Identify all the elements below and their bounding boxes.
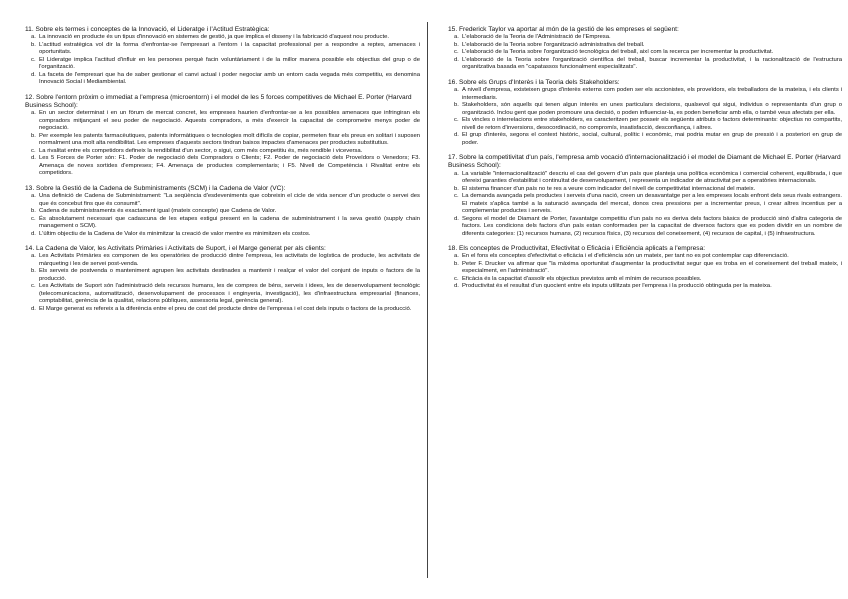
question-title: 18. Els conceptes de Productivitat, Efectivitat o Eficàcia i Eficiència aplicats a l'empresa: [448,245,706,253]
answer-option [25,42,420,57]
option-text: Els serveis de postvenda o manteniment agrupen les activitats destinades a mantenir i realçar el valor del conjunt de inputs o factors de la producció. [39,268,420,282]
answer-option [448,283,842,291]
question-title: 12. Sobre l'entorn pròxim o immediat a l'empresa (microentorn) i el model de les 5 forces competitives de Michael E. Porter (Harvard Business School): [25,93,412,110]
question-block [448,154,842,238]
answer-option [448,34,842,42]
right-column [448,26,842,298]
option-letter: b. [454,41,459,48]
answer-option [25,110,420,133]
answer-option [25,283,420,306]
answer-option [25,231,420,239]
answer-option [448,117,842,132]
column-divider [427,22,428,578]
option-letter: a. [454,87,459,94]
option-letter: c. [454,193,459,200]
option-text: La innovació en producte és un tipus d'innovació en sistemes de gestió, ja que implica el disseny i la fabricació d'aquest nou producte. [39,34,390,41]
option-text: El grup d'interès, segons el context històric, social, cultural, polític i econòmic, mai podria mutar en grup de pressió i a posteriori en grup de poder. [462,132,842,146]
question-block [25,26,420,87]
option-letter: a. [31,253,36,260]
option-letter: c. [454,117,459,124]
option-text: L'elaboració de la Teoria sobre l'organització científica del treball, buscar incrementar la productivitat, i la racionalització de l'estructura organitzativa basada en "capatassos funcionalment especialitzats". [462,56,842,71]
answer-option [448,57,842,72]
option-letter: c. [454,49,459,56]
option-letter: a. [31,110,36,117]
answer-option [25,72,420,87]
option-text: El Marge generat es refereix a la diferència entre el preu de cost del producte dintre de l'empresa i el cost dels inputs o factors de la producció. [39,305,412,312]
option-letter: b. [31,208,36,215]
option-list [448,34,842,72]
question-title: 17. Sobre la competitivitat d'un país, l'empresa amb vocació d'internacionalització i el model de Diamant de Michael E. Porter (Harvard Business School): [448,154,841,170]
question-title: 15. Frederick Taylor va aportar al món de la gestió de les empreses el següent: [448,26,679,33]
answer-option [448,42,842,50]
option-letter: c. [31,56,36,63]
option-text: La demanda avançada pels productes i serveis d'una nació, creen un desavantatge per a les empreses locals enfront dels seus rivals estrangers. El mateix s'aplica també a la saturació avançada del mercat, donos crea pressions per a incrementar preus, i crear altres incentius per a complementar productes i serveis. [462,193,842,215]
option-text: Les 5 Forces de Porter són: F1. Poder de negociació dels Compradors o Clients; F2. Poder de negociació dels Proveïdors o Venedors; F3. Amenaça de noves sortides d'empreses; F4. Amenaça de productes complementaris; i F5. Nivell de Competència i Rivalitat entre els competidors. [39,155,420,177]
option-letter: d. [454,283,459,290]
option-letter: d. [31,230,36,237]
option-letter: d. [31,305,36,312]
option-text: La faceta de l'empresari que ha de saber gestionar el canvi actual i poder negociar amb un entorn cada vegada més competitiu, es denomina Innovació Social i Mediambiental. [39,71,420,86]
answer-option [448,102,842,117]
answer-option [25,216,420,231]
option-letter: c. [31,147,36,154]
option-letter: b. [31,268,36,275]
question-title: 11. Sobre els termes i conceptes de la Innovació, el Lideratge i l'Actitud Estratègica: [25,26,270,33]
answer-option [448,253,842,261]
answer-option [448,171,842,186]
question-block [448,245,842,291]
option-text: La rivalitat entre els competidors defineix la rendibilitat d'un sector, o sigui, com més competitiu és, més rendible i viceversa. [39,147,363,154]
option-letter: b. [31,41,36,48]
answer-option [448,49,842,57]
answer-option [25,34,420,42]
option-text: En el fons els conceptes d'efectivitat o eficàcia i el d'eficiència són un mateix, per tant no es pot contemplar cap diferenciació. [462,253,789,260]
answer-option [25,208,420,216]
option-list [25,253,420,313]
option-text: Segons el model de Diamant de Porter, l'avantatge competitiu d'un país no es deriva dels factors bàsics de producció sinó d'altra categoria de factors. Les condicions dels factors d'un país estan conformades per la capacitat de diversos factors que es poden dividir en un nombre de diferents categories: (1) recursos humans, (2) recursos físics, (3) recursos del coneixement, (4) recursos de capital, i (5) infraestructura. [462,215,842,237]
answer-option [25,193,420,208]
option-text: Per exemple les patents farmacèutiques, patents informàtiques o tecnologies molt difícils de copiar, permeten fixar els preus en solitari i suposen normalment una molt alta rendibilitat. Les empreses d'aquests sectors tindran baixos impactes d'amenaces per productes substitutius. [39,132,420,147]
question-title: 13. Sobre la Gestió de la Cadena de Subministraments (SCM) i la Cadena de Valor (VC): [25,184,286,192]
question-block [448,79,842,147]
left-column [25,26,420,320]
option-text: L'elaboració de la Teoria sobre l'organització administrativa del treball. [462,41,645,48]
option-text: Stakeholders, són aquells qui tenen algun interès en unes particulars decisions, qualsevol qui sigui, individus o representants d'un grup o organització. Inclou gent que poden promoure una decisió, o poden influenciar-la, es poden beneficiar amb ella, o també veus afectats per ella. [462,102,842,116]
option-list [25,110,420,178]
option-letter: c. [454,275,459,282]
option-text: Una definició de Cadena de Subministrament: "La seqüència d'esdeveniments que cobreixin el cicle de vida sencer d'un producte o servei des que és concebut fins que és consumit". [39,193,420,207]
option-letter: d. [454,215,459,222]
option-letter: a. [454,170,459,177]
option-text: Productivitat és el resultat d'un quocient entre els inputs utilitzats per l'empresa i la producció obtinguda per la mateixa. [462,283,772,290]
option-letter: a. [31,193,36,200]
option-text: A nivell d'empresa, existeixen grups d'interès externs com poden ser els accionistes, els proveïdors, els treballadors de la mateixa, i els clients i intermediaris. [462,87,842,101]
option-text: Les Activitats Primàries es componen de les operatòries de producció dintre l'empresa, les activitats de logística de producte, les activitats de màrqueting i les de servei post-venda. [39,253,420,267]
option-list [448,253,842,291]
option-list [25,193,420,238]
answer-option [25,306,420,314]
question-title: 14. La Cadena de Valor, les Activitats Primàries i Activitats de Suport, i el Marge generat per als clients: [25,245,326,253]
option-text: Els vincles o interrelacions entre stakeholders, es caracteritzen per posseir els següents atributs o factors determinants: objectius no compartits, nivell de retorn d'inversions, desocordinació, no compromís, insatisfacció, desconfiança, i altres. [462,117,842,131]
answer-option [25,268,420,283]
option-text: L'últim objectiu de la Cadena de Valor és minimitzar la creació de valor mentre es minimitzen els costos. [39,230,311,237]
option-text: Peter F. Drucker va afirmar que "la màxima oportunitat d'augmentar la productivitat segur que es troba en el coneixement del treball mateix, i especialment, en l'administració". [462,260,842,275]
option-letter: d. [454,56,459,63]
option-text: L'elaboració de la Teoria sobre l'organització tecnològica del treball, així com la recerca per incrementar la productivitat. [462,49,774,56]
option-text: El Lideratge implica l'actitud d'influir en les persones perquè facin voluntàriament i de la millor manera possible els objectius del grup o de l'organització. [39,56,420,71]
option-letter: a. [454,34,459,41]
option-text: Cadena de subministraments és exactament igual (mateix concepte) que Cadena de Valor. [39,208,277,215]
answer-option [448,261,842,276]
option-letter: a. [454,253,459,260]
option-letter: b. [31,132,36,139]
option-text: És absolutament necessari que cadascuna de les etapes estigui present en la cadena de subministrament i la seva gestió (supply chain management o SCM). [39,215,420,230]
option-text: Les Activitats de Suport són l'administració dels recursos humans, les de compres de béns, serveis i idees, les de desenvolupament tecnològic (telecomunicacions, automatització, desenvolupament de processos i enginyeria, investigació), les d'infraestructura empresarial (finances, comptabilitat, gerència de la qualitat, relacions públiques, assessoria legal, gerència general). [39,283,420,305]
option-letter: c. [31,283,36,290]
answer-option [25,155,420,178]
option-text: En un sector determinat i en un fòrum de mercat concret, les empreses haurien d'enfrontar-se a les possibles amenaces que infringiran els compradors mitjançant el seu poder de negociació. Aquests compradors, a més d'exercir la capacitat de comprometre menys poder de negociació. [39,110,420,132]
option-letter: d. [454,132,459,139]
option-letter: b. [454,260,459,267]
option-letter: b. [454,102,459,109]
option-letter: d. [31,155,36,162]
option-list [448,87,842,147]
answer-option [25,148,420,156]
option-letter: a. [31,34,36,41]
option-list [25,34,420,87]
answer-option [448,132,842,147]
option-letter: d. [31,71,36,78]
question-block [25,245,420,313]
question-title: 16. Sobre els Grups d'Interès i la Teoria dels Stakeholders: [448,78,620,86]
answer-option [448,87,842,102]
option-letter: c. [31,215,36,222]
option-list [448,171,842,239]
answer-option [448,193,842,216]
option-text: L'elaboració de la Teoria de l'Administració de l'Empresa. [462,34,611,41]
option-letter: b. [454,185,459,192]
option-text: Eficàcia és la capacitat d'assolir els objectius previstos amb el mínim de recursos possibles. [462,275,702,282]
answer-option [25,57,420,72]
answer-option [25,253,420,268]
option-text: L'actitud estratègica vol dir la forma d'enfrontar-se l'empresari a l'entorn i la capacitat professional per a respondre a reptes, amenaces i oportunitats. [39,41,420,56]
answer-option [25,133,420,148]
question-block [448,26,842,72]
answer-option [448,276,842,284]
question-block [25,185,420,238]
answer-option [448,186,842,194]
question-block [25,94,420,178]
option-text: La variable "internacionalització" descriu el cas del govern d'un país que planteja una política econòmica i comercial coherent, equilibrada, i que ofereixi garanties d'estabilitat i continuïtat de desenvolupament, i representa un indicador de atractivitat per a operatòries internacionals. [462,170,842,185]
answer-option [448,216,842,239]
option-text: El sistema financer d'un país no te res a veure com indicador del nivell de competitivitat internacional del mateix. [462,185,756,192]
